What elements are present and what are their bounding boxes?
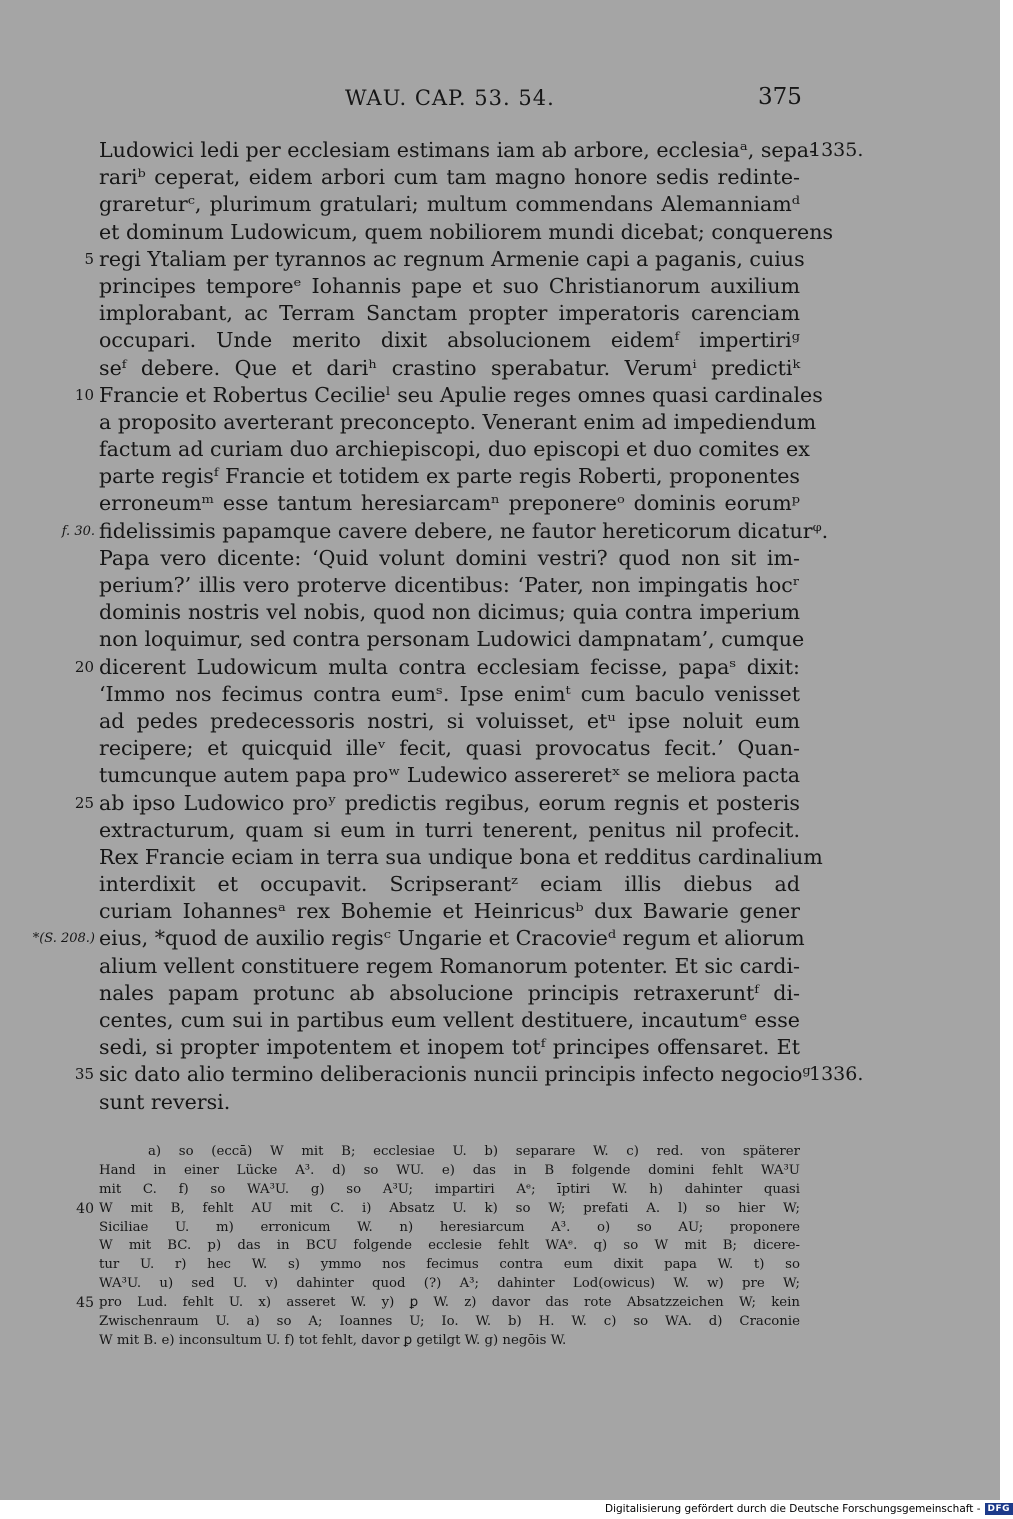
line-text: sedi, si propter impotentem et inopem totᶠ principes offensaret. Et bbox=[99, 1035, 800, 1060]
footnote-text: a) so (eccā) W mit B; ecclesiae U. b) separare W. c) red. von späterer bbox=[148, 1144, 800, 1159]
line-text: rariᵇ ceperat, eidem arbori cum tam magno honore sedis redinte- bbox=[99, 165, 800, 190]
footnote-text: Zwischenraum U. a) so A; Ioannes U; Io. W. b) H. W. c) so WA. d) Craconie bbox=[99, 1314, 800, 1330]
line-text: ‘Immo nos fecimus contra eumˢ. Ipse enimᵗ cum baculo venisset bbox=[99, 681, 800, 706]
line-number: 35 bbox=[74, 1065, 94, 1084]
line-text: centes, cum sui in partibus eum vellent destituere, incautumᵉ esse bbox=[99, 1008, 800, 1032]
line-number: 25 bbox=[74, 793, 94, 812]
line-text: sunt reversi. bbox=[99, 1089, 231, 1114]
text-line bbox=[0, 273, 1000, 300]
line-text: alium vellent constituere regem Romanorum potenter. Et sic cardi- bbox=[99, 953, 800, 978]
text-line bbox=[0, 191, 1000, 218]
footnote-line bbox=[0, 1237, 1000, 1256]
footnote-text: W mit B, fehlt AU mit C. i) Absatz U. k) so W; prefati A. l) so hier W; bbox=[99, 1200, 800, 1216]
text-line bbox=[0, 898, 1000, 925]
line-text: occupari. Unde merito dixit absolucionem eidemᶠ impertiriᵍ bbox=[99, 328, 800, 353]
text-line bbox=[0, 246, 1000, 273]
footnote-line bbox=[0, 1143, 1000, 1162]
text-line bbox=[0, 681, 1000, 708]
main-text bbox=[0, 137, 1000, 1116]
footnote-line bbox=[0, 1162, 1000, 1181]
line-text: curiam Iohannesᵃ rex Bohemie et Heinricusᵇ dux Bawarie gener bbox=[99, 899, 800, 924]
year-note: 1335. bbox=[809, 139, 864, 161]
line-text: fidelissimis papamque cavere debere, ne fautor hereticorum dicaturᵠ. bbox=[99, 518, 829, 543]
text-line bbox=[0, 409, 1000, 436]
text-line bbox=[0, 925, 1000, 952]
line-text: dominis nostris vel nobis, quod non dicimus; quia contra imperium bbox=[99, 600, 800, 625]
footnote-text: W mit B. e) inconsultum U. f) tot fehlt, davor ꝑ getilgt W. g) negōis W. bbox=[99, 1332, 567, 1348]
line-number: 20 bbox=[74, 657, 94, 676]
text-line bbox=[0, 871, 1000, 898]
text-line bbox=[0, 953, 1000, 980]
text-line bbox=[0, 219, 1000, 246]
footnote-line bbox=[0, 1313, 1000, 1332]
line-text: a proposito averterant preconcepto. Venerant enim ad impediendum bbox=[99, 409, 817, 434]
line-text: tumcunque autem papa proʷ Ludewico assereretˣ se meliora pacta bbox=[99, 763, 800, 788]
text-line bbox=[0, 708, 1000, 735]
text-line bbox=[0, 599, 1000, 626]
line-text: interdixit et occupavit. Scripserantᶻ eciam illis diebus ad bbox=[99, 872, 800, 897]
text-line bbox=[0, 463, 1000, 490]
line-text: ad pedes predecessoris nostri, si voluisset, etᵘ ipse noluit eum bbox=[99, 708, 800, 733]
text-line bbox=[0, 382, 1000, 409]
footnote-text: tur U. r) hec W. s) ymmo nos fecimus contra eum dixit papa W. t) so bbox=[99, 1257, 800, 1273]
line-text: dicerent Ludowicum multa contra ecclesiam fecisse, papaˢ dixit: bbox=[99, 654, 800, 679]
line-text: Papa vero dicente: ‘Quid volunt domini vestri? quod non sit im- bbox=[99, 545, 800, 570]
footnote-text: mit C. f) so WA³U. g) so A³U; impartiri Aᵉ; īptiri W. h) dahinter quasi bbox=[99, 1181, 800, 1197]
line-text: et dominum Ludowicum, quem nobiliorem mundi dicebat; conquerens bbox=[99, 219, 834, 244]
text-line bbox=[0, 735, 1000, 762]
line-text: seᶠ debere. Que et dariʰ crastino sperabatur. Verumⁱ predictiᵏ bbox=[99, 355, 800, 380]
footnote-line bbox=[0, 1181, 1000, 1200]
text-line bbox=[0, 980, 1000, 1007]
text-line bbox=[0, 572, 1000, 599]
line-text: nales papam protunc ab absolucione principis retraxeruntᶠ di- bbox=[99, 980, 800, 1005]
line-text: extracturum, quam si eum in turri tenerent, penitus nil profecit. bbox=[99, 817, 800, 842]
footnotes bbox=[0, 1143, 1000, 1351]
line-text: non loquimur, sed contra personam Ludowici dampnatam’, cumque bbox=[99, 627, 805, 652]
credit-text: Digitalisierung gefördert durch die Deutsche Forschungsgemeinschaft - bbox=[605, 1503, 981, 1515]
text-line bbox=[0, 355, 1000, 382]
page-number: 375 bbox=[758, 84, 802, 110]
footnote-text: Siciliae U. m) erronicum W. n) heresiarcum A³. o) so AU; proponere bbox=[99, 1219, 800, 1235]
text-line bbox=[0, 490, 1000, 517]
line-text: sic dato alio termino deliberacionis nuncii principis infecto negocioᵍ bbox=[99, 1062, 811, 1087]
text-line bbox=[0, 817, 1000, 844]
year-note: 1336. bbox=[809, 1063, 864, 1086]
text-line bbox=[0, 436, 1000, 463]
line-text: principes temporeᵉ Iohannis pape et suo Christianorum auxilium bbox=[99, 273, 800, 298]
footnote-line bbox=[0, 1219, 1000, 1238]
text-line bbox=[0, 1007, 1000, 1034]
footnote-text: WA³U. u) sed U. v) dahinter quod (?) A³; dahinter Lod(owicus) W. w) pre W; bbox=[99, 1276, 800, 1292]
footnote-text: W mit BC. p) das in BCU folgende ecclesie fehlt WAᵉ. q) so W mit B; dicere- bbox=[99, 1238, 800, 1254]
text-line bbox=[0, 300, 1000, 327]
line-text: erroneumᵐ esse tantum heresiarcamⁿ preponereᵒ dominis eorumᵖ bbox=[99, 491, 800, 516]
footnote-line bbox=[0, 1332, 1000, 1351]
footnote-line bbox=[0, 1294, 1000, 1313]
footnote-line bbox=[0, 1275, 1000, 1294]
text-line bbox=[0, 545, 1000, 572]
line-text: eius, *quod de auxilio regisᶜ Ungarie et Cracovieᵈ regum et aliorum bbox=[99, 926, 805, 951]
line-text: grareturᶜ, plurimum gratulari; multum commendans Alemanniamᵈ bbox=[99, 192, 800, 217]
footnote-text: Hand in einer Lücke A³. d) so WU. e) das in B folgende domini fehlt WA³U bbox=[99, 1162, 800, 1178]
dfg-logo: DFG bbox=[985, 1503, 1013, 1515]
text-line bbox=[0, 137, 1000, 164]
margin-note: f. 30. bbox=[61, 523, 95, 539]
text-line bbox=[0, 164, 1000, 191]
text-line bbox=[0, 518, 1000, 545]
footnote-line bbox=[0, 1256, 1000, 1275]
line-text: implorabant, ac Terram Sanctam propter imperatoris carenciam bbox=[99, 301, 800, 326]
text-line bbox=[0, 654, 1000, 681]
line-text: parte regisᶠ Francie et totidem ex parte regis Roberti, proponentes bbox=[99, 464, 800, 489]
line-text: regi Ytaliam per tyrannos ac regnum Armenie capi a paganis, cuius bbox=[99, 246, 805, 271]
text-line bbox=[0, 844, 1000, 871]
footnote-text: pro Lud. fehlt U. x) asseret W. y) ꝑ W. z) davor das rote Absatzzeichen W; kein bbox=[99, 1295, 800, 1311]
line-number: 45 bbox=[76, 1295, 94, 1312]
line-text: recipere; et quicquid illeᵛ fecit, quasi provocatus fecit.’ Quan- bbox=[99, 736, 800, 761]
line-text: Francie et Robertus Cecilieˡ seu Apulie reges omnes quasi cardinales bbox=[99, 382, 823, 407]
line-number: 10 bbox=[74, 385, 94, 404]
line-number: 40 bbox=[76, 1200, 94, 1217]
text-line bbox=[0, 626, 1000, 653]
line-text: ab ipso Ludowico proʸ predictis regibus, eorum regnis et posteris bbox=[99, 790, 800, 815]
line-text: Ludowici ledi per ecclesiam estimans iam ab arbore, ecclesiaᵃ, sepa- bbox=[99, 138, 817, 162]
line-text: Rex Francie eciam in terra sua undique bona et redditus cardinalium bbox=[99, 844, 823, 869]
text-line bbox=[0, 327, 1000, 354]
line-text: factum ad curiam duo archiepiscopi, duo episcopi et duo comites ex bbox=[99, 437, 810, 462]
text-line bbox=[0, 1061, 1000, 1088]
text-line bbox=[0, 1034, 1000, 1061]
text-line bbox=[0, 790, 1000, 817]
line-number: 5 bbox=[84, 249, 94, 268]
running-head: WAU. CAP. 53. 54. bbox=[345, 86, 555, 110]
dfg-credit bbox=[605, 1503, 1013, 1515]
margin-note: *(S. 208.) bbox=[32, 931, 95, 947]
text-line bbox=[0, 762, 1000, 789]
footnote-line bbox=[0, 1200, 1000, 1219]
line-text: perium?’ illis vero proterve dicentibus: ‘Pater, non impingatis hocʳ bbox=[99, 573, 800, 597]
text-line bbox=[0, 1089, 1000, 1116]
